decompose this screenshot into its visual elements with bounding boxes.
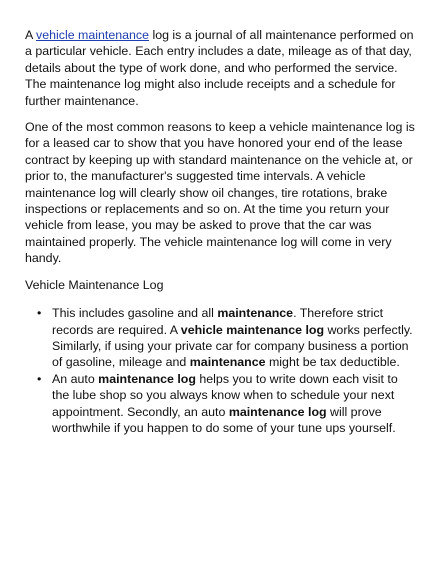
list-item (25, 305, 417, 371)
intro-lead: A (25, 28, 37, 42)
reasons-paragraph: One of the most common reasons to keep a vehicle maintenance log is for a leased car to show that you have honored your end of the lease contract by keeping up with standard maintenance on the vehicle at, or prior to, the manufacturer's suggested time intervals. A vehicle maintenance log will clearly show oil changes, tire rotations, brake inspections or replacements and so on. At the time you return your vehicle from lease, you may be asked to prove that the car was maintained properly. The vehicle maintenance log will come in very handy. (25, 120, 415, 266)
vehicle-maintenance-link[interactable]: vehicle maintenance (36, 28, 149, 42)
bullet-text: An auto (52, 371, 99, 386)
list-item (25, 371, 417, 437)
bullet-bold-term: maintenance log (228, 404, 327, 419)
bullet-icon: • (37, 306, 42, 321)
bullet-bold-term: maintenance (217, 306, 294, 321)
bullet-text: . Therefore strict records are required. A (52, 306, 384, 337)
intro-paragraph (25, 27, 417, 109)
bullet-text: might be tax deductible. (265, 355, 400, 370)
bullet-icon: • (37, 371, 42, 386)
bullet-bold-term: vehicle maintenance log (180, 322, 325, 337)
document-content (25, 27, 417, 436)
intro-rest: log is a journal of all maintenance performed on a particular vehicle. Each entry includes a date, mileage as of that day, details about the type of work done, and who performed the service. The maintenance log might also include receipts and a schedule for further maintenance. (25, 28, 414, 108)
section-heading: Vehicle Maintenance Log (25, 277, 164, 292)
bullet-text: will prove worthwhile if you happen to do some of your tune ups yourself. (52, 404, 396, 435)
bullet-bold-term: maintenance log (98, 371, 196, 386)
bullet-text: works perfectly. Similarly, if using your private car for company business a portion of gasoline, mileage and (52, 322, 413, 370)
bullet-text: helps you to write down each visit to the lube shop so you always know when to schedule your next appointment. Secondly, an auto (52, 371, 398, 419)
bullet-list (25, 305, 417, 436)
bullet-text: This includes gasoline and all (52, 306, 218, 321)
bullet-bold-term: maintenance (189, 355, 266, 370)
